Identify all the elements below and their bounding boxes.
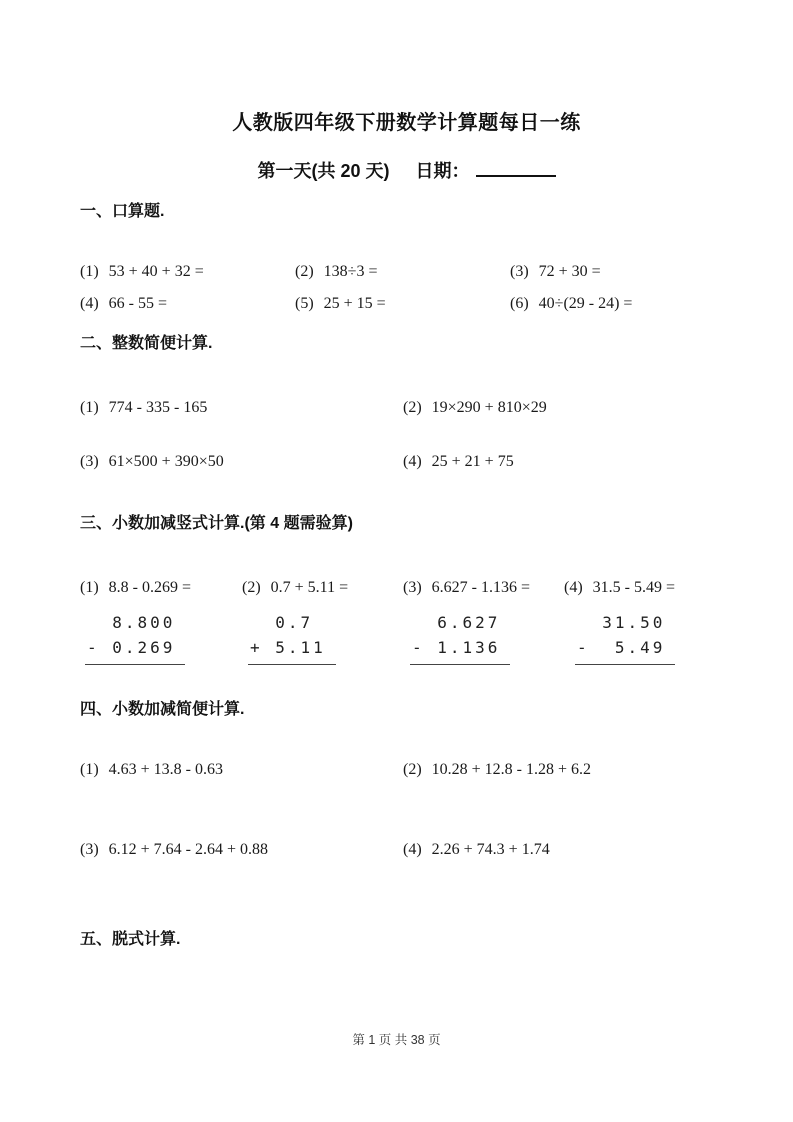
problem-expression: 0.7 + 5.11 = — [270, 579, 349, 596]
vertical-calc-bottom: - 5.49 — [577, 638, 666, 657]
problem-expression: 774 - 335 - 165 — [108, 399, 208, 416]
problem-expression: 61×500 + 390×50 — [108, 453, 224, 470]
problem-1-5 — [295, 294, 510, 314]
problem-expression: 138÷3 = — [323, 263, 378, 280]
vertical-calc-top: 6.627 — [412, 613, 501, 632]
vertical-calc-3 — [410, 610, 510, 665]
problem-expression: 53 + 40 + 32 = — [108, 263, 204, 280]
problem-number: (3) — [80, 841, 99, 858]
problem-number: (4) — [403, 841, 422, 858]
page-title: 人教版四年级下册数学计算题每日一练 — [232, 112, 581, 134]
vertical-calc-bottom: + 5.11 — [250, 638, 326, 657]
problem-1-1 — [80, 262, 295, 282]
problem-2-1 — [80, 398, 403, 418]
problem-2-3 — [80, 452, 403, 472]
date-label: 日期： — [415, 161, 470, 181]
section-4-heading: 四、小数加减简便计算. — [80, 701, 245, 718]
problem-number: (2) — [403, 399, 422, 416]
subtitle-day: 第一天(共 20 天) — [257, 161, 390, 181]
problem-expression: 6.627 - 1.136 = — [431, 579, 531, 596]
problem-expression: 10.28 + 12.8 - 1.28 + 6.2 — [431, 761, 592, 778]
section-5-heading: 五、脱式计算. — [80, 931, 181, 948]
problem-4-4 — [403, 840, 733, 860]
problem-4-3 — [80, 840, 403, 860]
problem-3-1 — [80, 578, 242, 598]
section-2-row-2 — [80, 452, 733, 472]
vertical-calculations-row — [80, 610, 733, 682]
vertical-calc-top: 8.800 — [87, 613, 176, 632]
problem-number: (2) — [242, 579, 261, 596]
problem-1-3 — [510, 262, 733, 282]
problem-expression: 31.5 - 5.49 = — [592, 579, 676, 596]
problem-expression: 40÷(29 - 24) = — [538, 295, 633, 312]
problem-2-4 — [403, 452, 733, 472]
problem-number: (3) — [403, 579, 422, 596]
vertical-calc-2 — [248, 610, 336, 665]
date-blank-line — [476, 159, 556, 177]
problem-3-3 — [403, 578, 564, 598]
section-1-row-2 — [80, 294, 733, 314]
problem-expression: 4.63 + 13.8 - 0.63 — [108, 761, 224, 778]
problem-expression: 6.12 + 7.64 - 2.64 + 0.88 — [108, 841, 269, 858]
problem-1-6 — [510, 294, 733, 314]
problem-number: (4) — [80, 295, 99, 312]
section-3-row-1 — [80, 578, 733, 598]
section-4-row-2 — [80, 840, 733, 860]
section-2-heading: 二、整数简便计算. — [80, 335, 213, 352]
problem-4-2 — [403, 760, 733, 780]
section-1-heading: 一、口算题. — [80, 203, 165, 220]
page-subtitle — [80, 158, 733, 184]
problem-4-1 — [80, 760, 403, 780]
problem-expression: 19×290 + 810×29 — [431, 399, 547, 416]
problem-number: (1) — [80, 399, 99, 416]
problem-3-4 — [564, 578, 733, 598]
problem-number: (3) — [510, 263, 529, 280]
vertical-calc-top: 0.7 — [250, 613, 314, 632]
vertical-calc-top: 31.50 — [577, 613, 666, 632]
problem-number: (4) — [564, 579, 583, 596]
vertical-calc-bottom: - 1.136 — [412, 638, 501, 657]
problem-number: (2) — [403, 761, 422, 778]
problem-1-2 — [295, 262, 510, 282]
problem-2-2 — [403, 398, 733, 418]
section-2-row-1 — [80, 398, 733, 418]
problem-expression: 66 - 55 = — [108, 295, 168, 312]
problem-expression: 72 + 30 = — [538, 263, 601, 280]
problem-number: (6) — [510, 295, 529, 312]
problem-expression: 8.8 - 0.269 = — [108, 579, 192, 596]
section-1-row-1 — [80, 262, 733, 282]
page-footer: 第 1 页 共 38 页 — [352, 1033, 441, 1047]
problem-expression: 2.26 + 74.3 + 1.74 — [431, 841, 550, 858]
vertical-calc-1 — [85, 610, 185, 665]
section-3-heading: 三、小数加减竖式计算.(第 4 题需验算) — [80, 515, 353, 532]
problem-number: (1) — [80, 579, 99, 596]
section-4-row-1 — [80, 760, 733, 780]
problem-number: (1) — [80, 263, 99, 280]
problem-number: (5) — [295, 295, 314, 312]
vertical-calc-bottom: - 0.269 — [87, 638, 176, 657]
problem-expression: 25 + 21 + 75 — [431, 453, 514, 470]
problem-number: (1) — [80, 761, 99, 778]
vertical-calc-4 — [575, 610, 675, 665]
problem-number: (4) — [403, 453, 422, 470]
problem-3-2 — [242, 578, 403, 598]
problem-1-4 — [80, 294, 295, 314]
problem-number: (3) — [80, 453, 99, 470]
problem-expression: 25 + 15 = — [323, 295, 386, 312]
problem-number: (2) — [295, 263, 314, 280]
